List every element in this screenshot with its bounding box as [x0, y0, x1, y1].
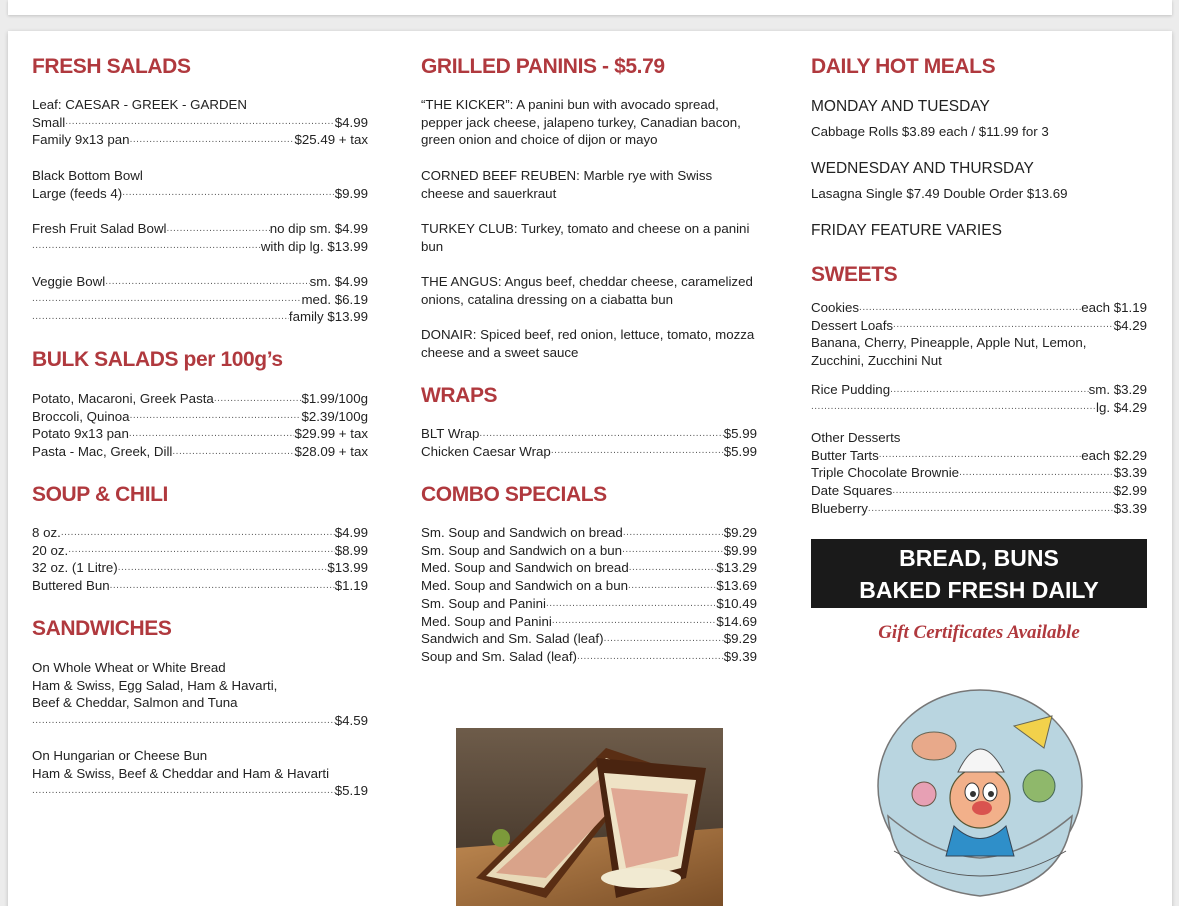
- menu-row: 20 oz. ..... $8.99: [32, 542, 368, 560]
- hot-meals-heading: DAILY HOT MEALS: [811, 55, 996, 78]
- rice-pudding-section: [811, 381, 1147, 416]
- menu-row: Family 9x13 pan ..... $25.49 + tax: [32, 131, 368, 149]
- menu-row: ..... med. $6.19: [32, 291, 368, 309]
- gift-certificates-text: Gift Certificates Available: [878, 622, 1080, 643]
- other-desserts-heading: Other Desserts: [811, 430, 901, 445]
- menu-row: Chicken Caesar Wrap ..... $5.99: [421, 443, 757, 461]
- menu-row: Date Squares ..... $2.99: [811, 482, 1147, 500]
- menu-row: Large (feeds 4) ..... $9.99: [32, 185, 368, 203]
- menu-row: Cookies ..... each $1.19: [811, 299, 1147, 317]
- panini-item: “THE KICKER”: A panini bun with avocado spread, pepper jack cheese, jalapeno turkey, Canadian bacon, green onion and choice of dijon or mayo: [421, 97, 741, 148]
- sandwich-line: Ham & Swiss, Egg Salad, Ham & Havarti,: [32, 677, 278, 693]
- panini-item: THE ANGUS: Angus beef, cheddar cheese, caramelized onions, catalina dressing on a ciabatta bun: [421, 274, 753, 307]
- panini-item: TURKEY CLUB: Turkey, tomato and cheese on a panini bun: [421, 221, 750, 254]
- veggie-bowl-section: [32, 273, 368, 326]
- wraps-section: [421, 425, 757, 460]
- banner-line: BREAD, BUNS: [899, 545, 1059, 571]
- menu-row: Med. Soup and Sandwich on bread ..... $13.29: [421, 559, 757, 577]
- fruit-salad-section: [32, 220, 368, 255]
- sweets-section: [811, 299, 1147, 370]
- menu-row: ..... family $13.99: [32, 308, 368, 326]
- sandwich-line: On Whole Wheat or White Bread: [32, 660, 226, 675]
- menu-row: Sm. Soup and Panini ..... $10.49: [421, 595, 757, 613]
- soup-chili-heading: SOUP & CHILI: [32, 483, 168, 506]
- other-desserts-section: [811, 429, 1147, 518]
- menu-row: ..... $4.59: [32, 712, 368, 730]
- menu-row: Med. Soup and Panini ..... $14.69: [421, 613, 757, 631]
- loaf-flavours: Banana, Cherry, Pineapple, Apple Nut, Lemon,: [811, 335, 1087, 351]
- menu-row: ..... with dip lg. $13.99: [32, 238, 368, 256]
- menu-row: ..... $5.19: [32, 782, 368, 800]
- combo-specials-heading: COMBO SPECIALS: [421, 483, 607, 506]
- wed-thu-label: WEDNESDAY AND THURSDAY: [811, 160, 1034, 177]
- reuben-sandwich-photo: [456, 728, 723, 906]
- paninis-heading: GRILLED PANINIS - $5.79: [421, 55, 665, 78]
- menu-row: BLT Wrap ..... $5.99: [421, 425, 757, 443]
- panini-item: DONAIR: Spiced beef, red onion, lettuce, tomato, mozza cheese and a sweet sauce: [421, 327, 755, 360]
- menu-row: Blueberry ..... $3.39: [811, 500, 1147, 518]
- menu-row: Triple Chocolate Brownie ..... $3.39: [811, 464, 1147, 482]
- friday-label: FRIDAY FEATURE VARIES: [811, 222, 1002, 239]
- menu-row: Med. Soup and Sandwich on a bun ..... $13.69: [421, 577, 757, 595]
- sandwich-line: On Hungarian or Cheese Bun: [32, 748, 208, 763]
- menu-page: [8, 31, 1172, 906]
- black-bottom-section: [32, 167, 368, 202]
- combo-specials-section: [421, 524, 757, 666]
- sandwiches-group-bun: [32, 747, 368, 800]
- leaf-salad-heading: Leaf: CAESAR - GREEK - GARDEN: [32, 97, 248, 112]
- mon-tue-item: Cabbage Rolls $3.89 each / $11.99 for 3: [811, 124, 1049, 139]
- menu-row: Sm. Soup and Sandwich on bread ..... $9.29: [421, 524, 757, 542]
- fresh-salads-heading: FRESH SALADS: [32, 55, 191, 78]
- bulk-salads-section: [32, 390, 368, 461]
- sweets-heading: SWEETS: [811, 263, 898, 286]
- menu-row: 32 oz. (1 Litre) ..... $13.99: [32, 559, 368, 577]
- wraps-heading: WRAPS: [421, 384, 498, 407]
- menu-row: Veggie Bowl ..... sm. $4.99: [32, 273, 368, 291]
- menu-row: Soup and Sm. Salad (leaf) ..... $9.39: [421, 648, 757, 666]
- wed-thu-item: Lasagna Single $7.49 Double Order $13.69: [811, 186, 1068, 201]
- previous-page-edge: [8, 0, 1172, 15]
- menu-row: Butter Tarts ..... each $2.29: [811, 447, 1147, 465]
- menu-row: Pasta - Mac, Greek, Dill ..... $28.09 + tax: [32, 443, 368, 461]
- menu-row: Sandwich and Sm. Salad (leaf) ..... $9.29: [421, 630, 757, 648]
- panini-item: CORNED BEEF REUBEN: Marble rye with Swiss cheese and sauerkraut: [421, 168, 713, 201]
- menu-row: Dessert Loafs ..... $4.29: [811, 317, 1147, 335]
- bread-buns-banner: [811, 539, 1147, 608]
- soup-chili-section: [32, 524, 368, 595]
- menu-row: Buttered Bun ..... $1.19: [32, 577, 368, 595]
- sandwiches-heading: SANDWICHES: [32, 617, 172, 640]
- menu-row: Rice Pudding ..... sm. $3.29: [811, 381, 1147, 399]
- bulk-salads-heading: BULK SALADS per 100g’s: [32, 348, 283, 371]
- menu-row: Fresh Fruit Salad Bowl ..... no dip sm. $4.99: [32, 220, 368, 238]
- sandwiches-group-bread: [32, 659, 368, 730]
- menu-row: Potato, Macaroni, Greek Pasta ..... $1.99/100g: [32, 390, 368, 408]
- sandwich-line: Ham & Swiss, Beef & Cheddar and Ham & Havarti: [32, 765, 330, 781]
- banner-line: BAKED FRESH DAILY: [859, 577, 1099, 603]
- menu-row: Potato 9x13 pan ..... $29.99 + tax: [32, 425, 368, 443]
- sandwich-line: Beef & Cheddar, Salmon and Tuna: [32, 695, 238, 711]
- menu-row: Sm. Soup and Sandwich on a bun ..... $9.99: [421, 542, 757, 560]
- hometown-deli-logo: [874, 686, 1086, 906]
- black-bottom-heading: Black Bottom Bowl: [32, 168, 143, 183]
- loaf-flavours: Zucchini, Zucchini Nut: [811, 353, 942, 369]
- mon-tue-label: MONDAY AND TUESDAY: [811, 98, 990, 115]
- fresh-salads-section: [32, 96, 368, 149]
- menu-row: ..... lg. $4.29: [811, 399, 1147, 417]
- menu-row: Small ..... $4.99: [32, 114, 368, 132]
- menu-row: Broccoli, Quinoa ..... $2.39/100g: [32, 408, 368, 426]
- menu-row: 8 oz. ..... $4.99: [32, 524, 368, 542]
